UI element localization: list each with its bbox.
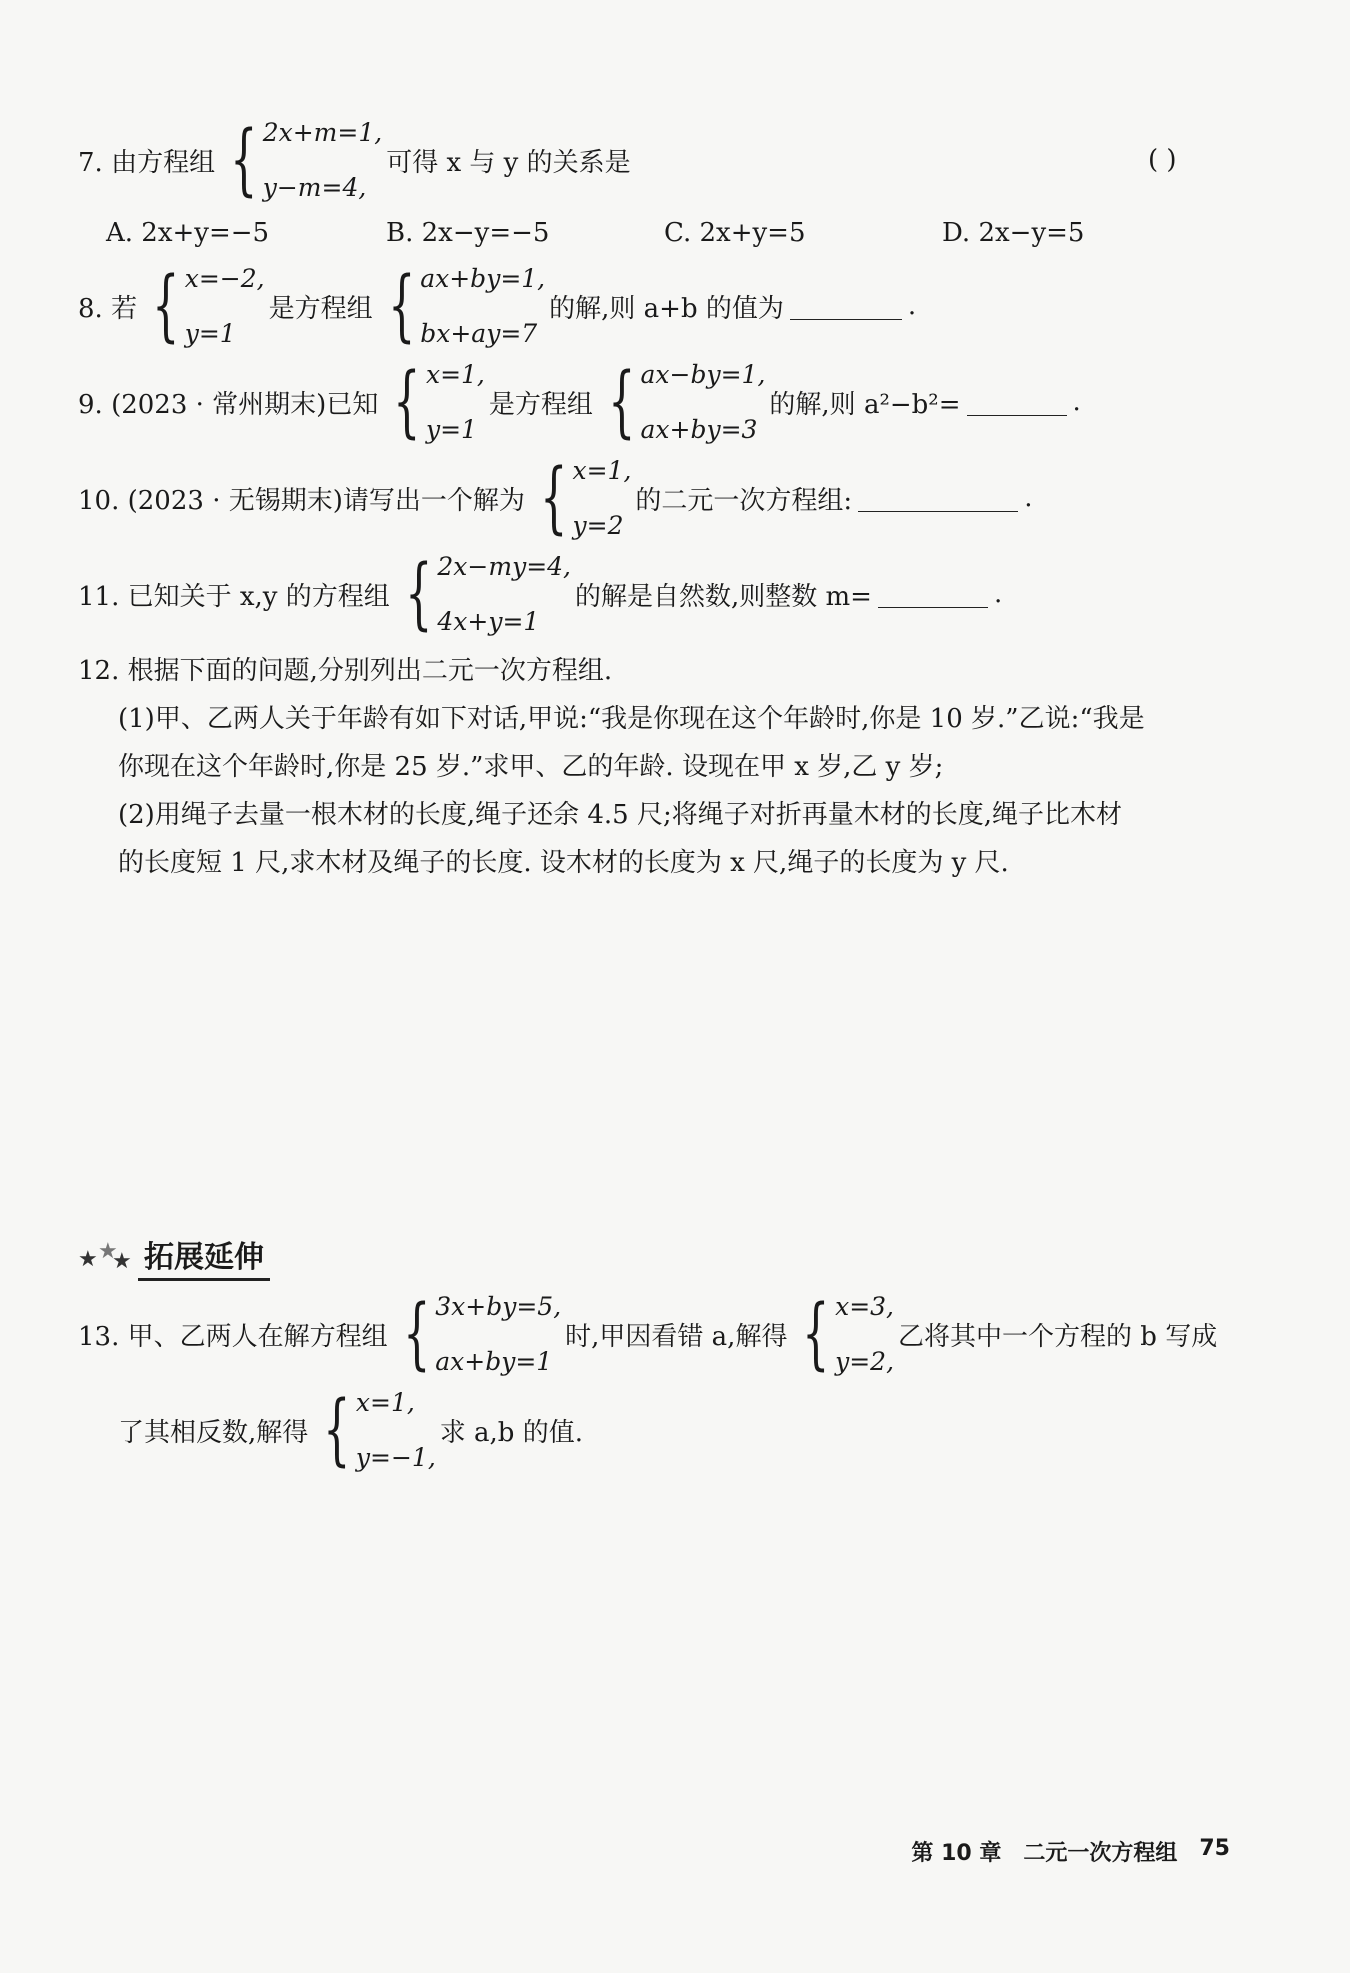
q13-system-3 (312, 1385, 436, 1475)
question-11 (78, 549, 1003, 639)
q12-part2-line2: 的长度短 1 尺,求木材及绳子的长度. 设木材的长度为 x 尺,绳子的长度为 y 尺. (118, 848, 1009, 878)
q10-prefix: 10. (2023 · 无锡期末)请写出一个解为 (78, 485, 525, 516)
q11-system (394, 549, 571, 639)
question-9 (78, 357, 1081, 447)
q8-system-2 (377, 261, 546, 351)
q8-s2-eq2: bx+ay=7 (420, 319, 538, 348)
brace-icon: { (323, 1385, 351, 1475)
question-8 (78, 261, 917, 351)
q10-end: . (1024, 483, 1033, 513)
q9-s1-eq1: x=1, (425, 360, 485, 389)
q7-option-a: A. 2x+y=−5 (106, 218, 270, 248)
q13-line2-suffix: 求 a,b 的值. (439, 1417, 583, 1448)
q7-prefix: 7. 由方程组 (78, 147, 216, 178)
footer-chapter: 第 10 章 (911, 1841, 1002, 1866)
q13-s1-eq1: 3x+by=5, (435, 1292, 562, 1321)
brace-icon: { (802, 1289, 830, 1379)
q13-mid: 时,甲因看错 a,解得 (565, 1321, 788, 1352)
q9-answer-blank[interactable] (967, 389, 1067, 416)
section-header (78, 1232, 270, 1281)
q8-suffix: 的解,则 a+b 的值为 (549, 293, 784, 324)
q7-suffix: 可得 x 与 y 的关系是 (386, 147, 631, 178)
brace-icon: { (404, 549, 433, 639)
brace-icon: { (230, 115, 258, 205)
q11-end: . (993, 579, 1003, 609)
q11-eq2: 4x+y=1 (437, 607, 540, 636)
brace-icon: { (608, 357, 636, 447)
section-title: 拓展延伸 (138, 1232, 270, 1281)
brace-icon: { (393, 357, 421, 447)
q7-option-c: C. 2x+y=5 (664, 218, 806, 248)
brace-icon: { (540, 453, 568, 543)
brace-icon: { (387, 261, 416, 351)
q9-suffix: 的解,则 a²−b²= (769, 389, 961, 420)
q12-part1-line2: 你现在这个年龄时,你是 25 岁.”求甲、乙的年龄. 设现在甲 x 岁,乙 y 岁; (118, 752, 944, 782)
q10-suffix: 的二元一次方程组: (635, 485, 853, 516)
q7-option-d: D. 2x−y=5 (942, 218, 1085, 248)
q9-prefix: 9. (2023 · 常州期末)已知 (78, 389, 379, 420)
question-7 (78, 115, 631, 205)
q11-answer-blank[interactable] (878, 581, 988, 608)
q13-line2-prefix: 了其相反数,解得 (118, 1417, 309, 1448)
q11-eq1: 2x−my=4, (437, 552, 571, 581)
q11-suffix: 的解是自然数,则整数 m= (575, 581, 872, 612)
q12-part1-line1: (1)甲、乙两人关于年龄有如下对话,甲说:“我是你现在这个年龄时,你是 10 岁.”乙说:“我是 (118, 704, 1145, 734)
q9-mid: 是方程组 (488, 389, 593, 420)
q11-prefix: 11. 已知关于 x,y 的方程组 (78, 581, 390, 612)
page-number: 75 (1199, 1836, 1230, 1861)
q13-prefix: 13. 甲、乙两人在解方程组 (78, 1321, 388, 1352)
q9-end: . (1072, 387, 1081, 417)
q9-s2-eq2: ax+by=3 (640, 415, 758, 444)
q8-system-1 (141, 261, 265, 351)
q9-system-2 (597, 357, 766, 447)
q8-s1-eq1: x=−2, (184, 264, 265, 293)
q8-answer-blank[interactable] (790, 293, 902, 320)
footer-title: 二元一次方程组 (1023, 1841, 1178, 1866)
q12-part2-line1: (2)用绳子去量一根木材的长度,绳子还余 4.5 尺;将绳子对折再量木材的长度,绳子比木材 (118, 800, 1122, 830)
q9-s2-eq1: ax−by=1, (640, 360, 766, 389)
q7-eq1: 2x+m=1, (262, 118, 383, 147)
q13-s2-eq2: y=2, (835, 1347, 895, 1376)
q13-s3-eq1: x=1, (355, 1388, 415, 1417)
page-footer (911, 1836, 1230, 1867)
brace-icon: { (152, 261, 180, 351)
stars-icon: ★ ★ ★ (78, 1238, 132, 1274)
q7-eq2: y−m=4, (262, 173, 367, 202)
q7-system (219, 115, 383, 205)
q7-answer-paren: ( ) (1148, 145, 1177, 175)
q8-s2-eq1: ax+by=1, (420, 264, 546, 293)
q12-title: 12. 根据下面的问题,分别列出二元一次方程组. (78, 656, 613, 686)
q13-system-2 (791, 1289, 895, 1379)
q13-system-1 (392, 1289, 562, 1379)
q8-mid: 是方程组 (268, 293, 373, 324)
q9-s1-eq2: y=1 (425, 415, 477, 444)
q10-eq2: y=2 (572, 511, 624, 540)
q13-suffix: 乙将其中一个方程的 b 写成 (898, 1321, 1218, 1352)
q13-s3-eq2: y=−1, (355, 1443, 436, 1472)
q8-prefix: 8. 若 (78, 293, 138, 324)
q8-end: . (907, 291, 917, 321)
question-13-line2 (118, 1385, 583, 1475)
q7-option-b: B. 2x−y=−5 (386, 218, 550, 248)
q10-eq1: x=1, (572, 456, 632, 485)
q10-answer-blank[interactable] (858, 485, 1018, 512)
q10-system (529, 453, 632, 543)
question-10 (78, 453, 1033, 543)
q8-s1-eq2: y=1 (184, 319, 236, 348)
q13-s1-eq2: ax+by=1 (435, 1347, 553, 1376)
q9-system-1 (382, 357, 485, 447)
question-13 (78, 1289, 1218, 1379)
brace-icon: { (402, 1289, 431, 1379)
q13-s2-eq1: x=3, (835, 1292, 894, 1321)
